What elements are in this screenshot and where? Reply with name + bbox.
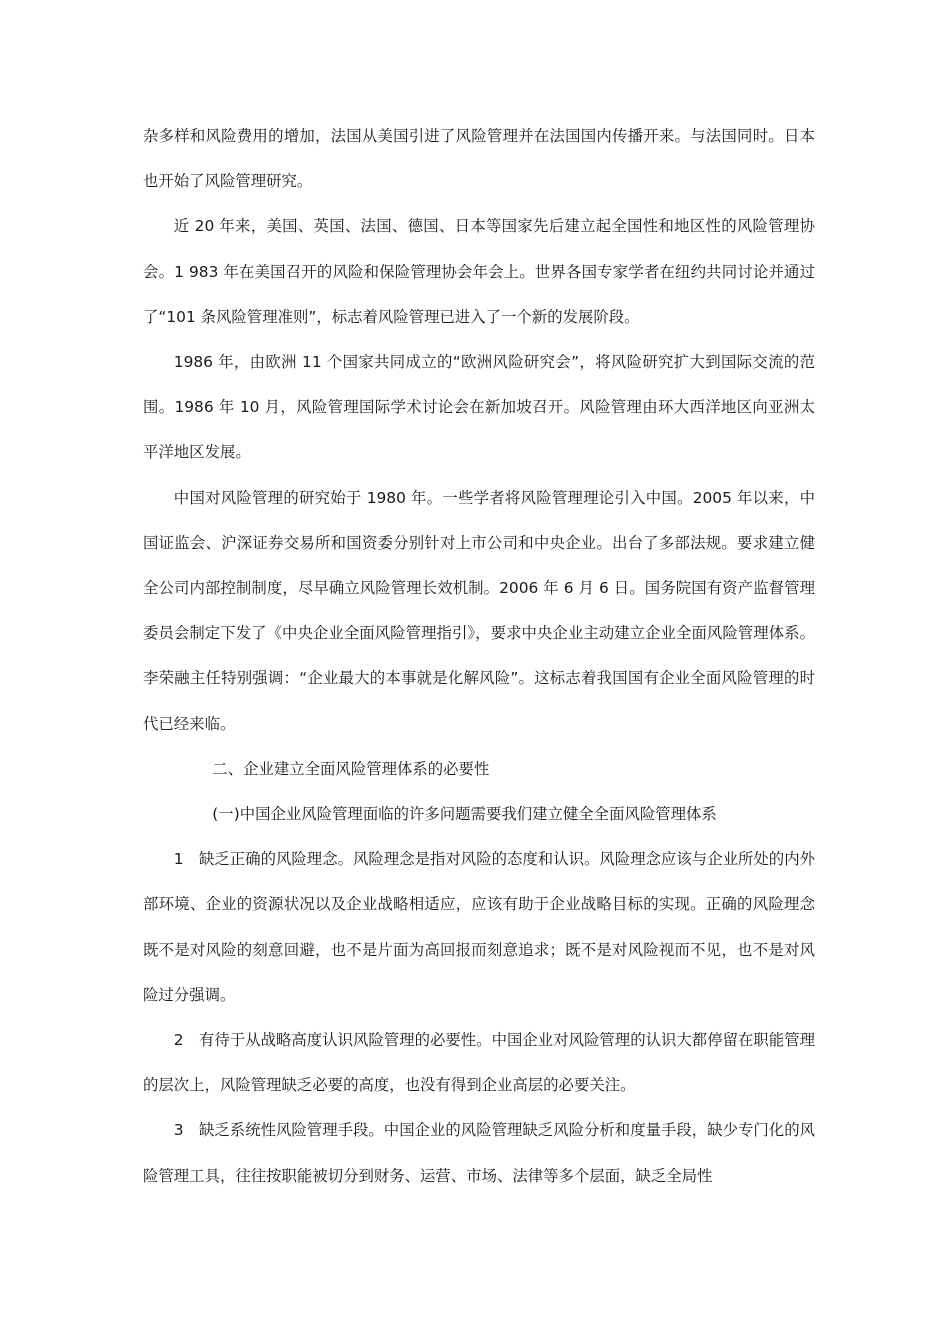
- paragraph-china-risk-management: 中国对风险管理的研究始于 1980 年。一些学者将风险管理理论引入中国。2005 年以来，中国证监会、沪深证券交易所和国资委分别针对上市公司和中央企业。出台了多部法规。要求建立健全公司内部控制制度，尽早确立风险管理长效机制。2006 年 6 月 6 日。国务院国有资产监督管理委员会制定下发了《中央企业全面风险管理指引》，要求中央企业主动建立企业全面风险管理体系。李荣融主任特别强调：“企业最大的本事就是化解风险”。这标志着我国国有企业全面风险管理的时代已经来临。: [143, 488, 815, 733]
- document-body: [143, 114, 815, 1199]
- subsection-heading: (一)中国企业风险管理面临的许多问题需要我们建立健全全面风险管理体系: [212, 805, 717, 824]
- list-item-2: 2 有待于从战略高度认识风险管理的必要性。中国企业对风险管理的认识大都停留在职能管理的层次上，风险管理缺乏必要的高度，也没有得到企业高层的必要关注。: [143, 1031, 815, 1095]
- list-item-3: 3 缺乏系统性风险管理手段。中国企业的风险管理缺乏风险分析和度量手段，缺少专门化的风险管理工具，往往按职能被切分到财务、运营、市场、法律等多个层面，缺乏全局性: [143, 1121, 815, 1185]
- paragraph-risk-associations: 近 20 年来，美国、英国、法国、德国、日本等国家先后建立起全国性和地区性的风险管理协会。1 983 年在美国召开的风险和保险管理协会年会上。世界各国专家学者在纽约共同讨论并通过了“101 条风险管理准则”，标志着风险管理已进入了一个新的发展阶段。: [143, 217, 815, 326]
- paragraph-european-risk-society: 1986 年，由欧洲 11 个国家共同成立的“欧洲风险研究会”，将风险研究扩大到国际交流的范围。1986 年 10 月，风险管理国际学术讨论会在新加坡召开。风险管理由环大西洋地区向亚洲太平洋地区发展。: [143, 353, 815, 462]
- section-heading: 二、企业建立全面风险管理体系的必要性: [212, 759, 490, 778]
- list-item-1: 1 缺乏正确的风险理念。风险理念是指对风险的态度和认识。风险理念应该与企业所处的内外部环境、企业的资源状况以及企业战略相适应，应该有助于企业战略目标的实现。正确的风险理念既不是对风险的刻意回避，也不是片面为高回报而刻意追求；既不是对风险视而不见，也不是对风险过分强调。: [143, 850, 815, 1004]
- paragraph-history-france-japan: 杂多样和风险费用的增加，法国从美国引进了风险管理并在法国国内传播开来。与法国同时。日本也开始了风险管理研究。: [143, 127, 815, 191]
